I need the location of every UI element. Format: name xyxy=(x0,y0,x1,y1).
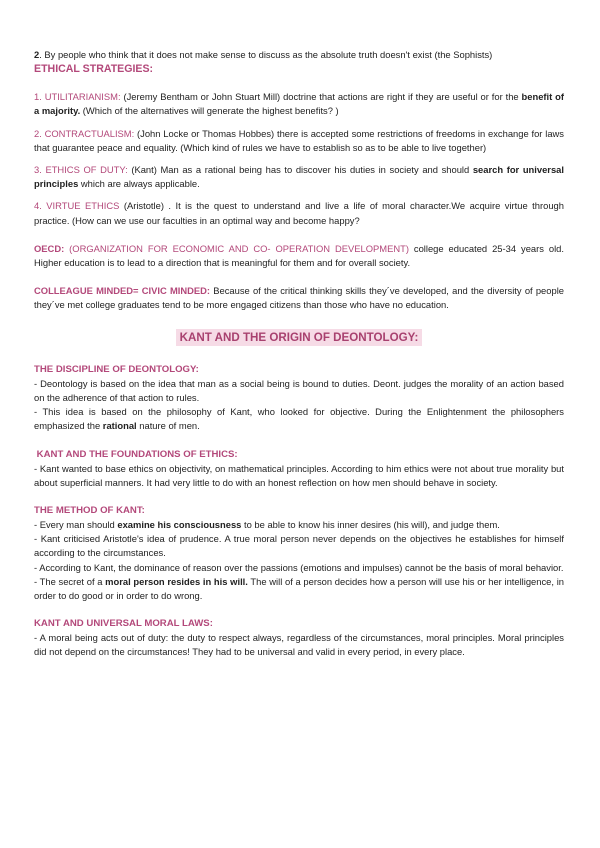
kant-section-title xyxy=(34,331,564,345)
method-bullet-4-text-1: - The secret of a xyxy=(34,575,106,587)
virtue-ethics-paragraph xyxy=(34,199,564,227)
method-bullet-4 xyxy=(34,575,564,603)
method-bullet-4-bold: moral person resides in his will. xyxy=(105,575,248,587)
method-bullet-1-text-1: - Every man should xyxy=(34,519,118,531)
method-bullet-1 xyxy=(34,518,564,532)
colleague-text: Because of the critical thinking skills they´ve developed, and the diversity of people they´ve met college graduates tend to be more engaged citizens than those who have no education. xyxy=(34,285,564,311)
contractualism-text: (John Locke or Thomas Hobbes) there is accepted some restrictions of freedoms in exchange for laws that guarantee peace and equality. (Which kind of rules we have to establish so as to be able to live together) xyxy=(34,127,564,153)
intro-text: . By people who think that it does not make sense to discuss as the absolute truth doesn't exist (the Sophists) xyxy=(39,49,493,60)
method-heading: THE METHOD OF KANT: xyxy=(34,505,145,517)
utilitarianism-bold: benefit of a majority. xyxy=(34,91,565,117)
colleague-label: COLLEAGUE MINDED= CIVIC MINDED: xyxy=(34,285,211,297)
discipline-bullet-2 xyxy=(34,405,564,433)
utilitarianism-paragraph xyxy=(34,90,564,118)
method-bullet-3: - According to Kant, the dominance of reason over the passions (emotions and impulses) cannot be the basis of moral behavior. xyxy=(34,561,564,573)
colleague-paragraph xyxy=(34,284,564,312)
contractualism-paragraph xyxy=(34,127,564,155)
ethics-of-duty-paragraph xyxy=(34,163,564,191)
method-bullet-1-text-2: to be able to know his inner desires (his will), and judge them. xyxy=(241,519,500,531)
discipline-bullet-2-text-1: - This idea is based on the philosophy of Kant, who looked for objective. During the Enlightenment the philosophers emphasized the xyxy=(34,406,564,432)
oecd-text: college educated 25-34 years old. Higher education is to lead to a direction that is meaningful for them and for overall society. xyxy=(34,242,564,269)
utilitarianism-label: 1. UTILITARIANISM: xyxy=(34,91,121,103)
ethics-of-duty-bold: search for universal principles xyxy=(34,164,564,190)
discipline-bullet-1: - Deontology is based on the idea that man as a social being is bound to duties. Deont. judges the morality of an action based on the adherence of that action to rules. xyxy=(34,377,564,404)
oecd-paragraph xyxy=(34,242,564,270)
ethics-of-duty-text-1: (Kant) Man as a rational being has to discover his duties in society and should xyxy=(127,164,473,176)
discipline-bullet-2-bold: rational xyxy=(102,420,137,432)
intro-number: 2 xyxy=(34,49,40,60)
utilitarianism-text-1: (Jeremy Bentham or John Stuart Mill) doctrine that actions are right if they are useful or for the xyxy=(120,91,522,103)
method-bullet-4-text-2: The will of a person decides how a person will use his or her intelligence, in order to do good or in order to do wrong. xyxy=(34,575,564,602)
ethical-strategies-heading: ETHICAL STRATEGIES: xyxy=(34,63,154,76)
kant-title-text: KANT AND THE ORIGIN OF DEONTOLOGY: xyxy=(176,329,423,346)
oecd-label: OECD: xyxy=(34,242,65,254)
contractualism-label: 2. CONTRACTUALISM: xyxy=(34,127,135,139)
foundations-bullet-1: - Kant wanted to base ethics on objectivity, on mathematical principles. According to him ethics were not about true morality but about superficial manners. It had very little to do with an honest reflection on how men should behave in society. xyxy=(34,462,564,488)
discipline-bullet-2-text-2: nature of men. xyxy=(136,420,200,432)
ethics-of-duty-label: 3. ETHICS OF DUTY: xyxy=(34,164,128,176)
method-bullet-2: - Kant criticised Aristotle's idea of prudence. A true moral person never depends on the objectives he establishes for himself according to the circumstances. xyxy=(34,533,564,559)
document-page xyxy=(34,48,564,660)
intro-line xyxy=(34,48,564,62)
universal-bullet-1: - A moral being acts out of duty: the duty to respect always, regardless of the circumstances, moral principles. Moral principles did not depend on the circumstances! They had to be universal and valid in every period, in every place. xyxy=(34,632,564,658)
oecd-fullname: (ORGANIZATION FOR ECONOMIC AND CO- OPERATION DEVELOPMENT) xyxy=(64,242,409,254)
universal-heading: KANT AND UNIVERSAL MORAL LAWS: xyxy=(34,618,213,630)
ethics-of-duty-text-2: which are always applicable. xyxy=(78,178,200,190)
foundations-heading: KANT AND THE FOUNDATIONS OF ETHICS: xyxy=(34,448,238,460)
method-bullet-1-bold: examine his consciousness xyxy=(117,519,242,531)
virtue-ethics-text: (Aristotle) . It is the quest to understand and live a life of moral character.We acquire virtue through practice. (How can we use our faculties in an optimal way and become happy? xyxy=(34,200,564,226)
discipline-heading: THE DISCIPLINE OF DEONTOLOGY: xyxy=(34,363,199,375)
utilitarianism-text-2: (Which of the alternatives will generate the highest benefits? ) xyxy=(80,105,339,117)
virtue-ethics-label: 4. VIRTUE ETHICS xyxy=(34,200,120,212)
